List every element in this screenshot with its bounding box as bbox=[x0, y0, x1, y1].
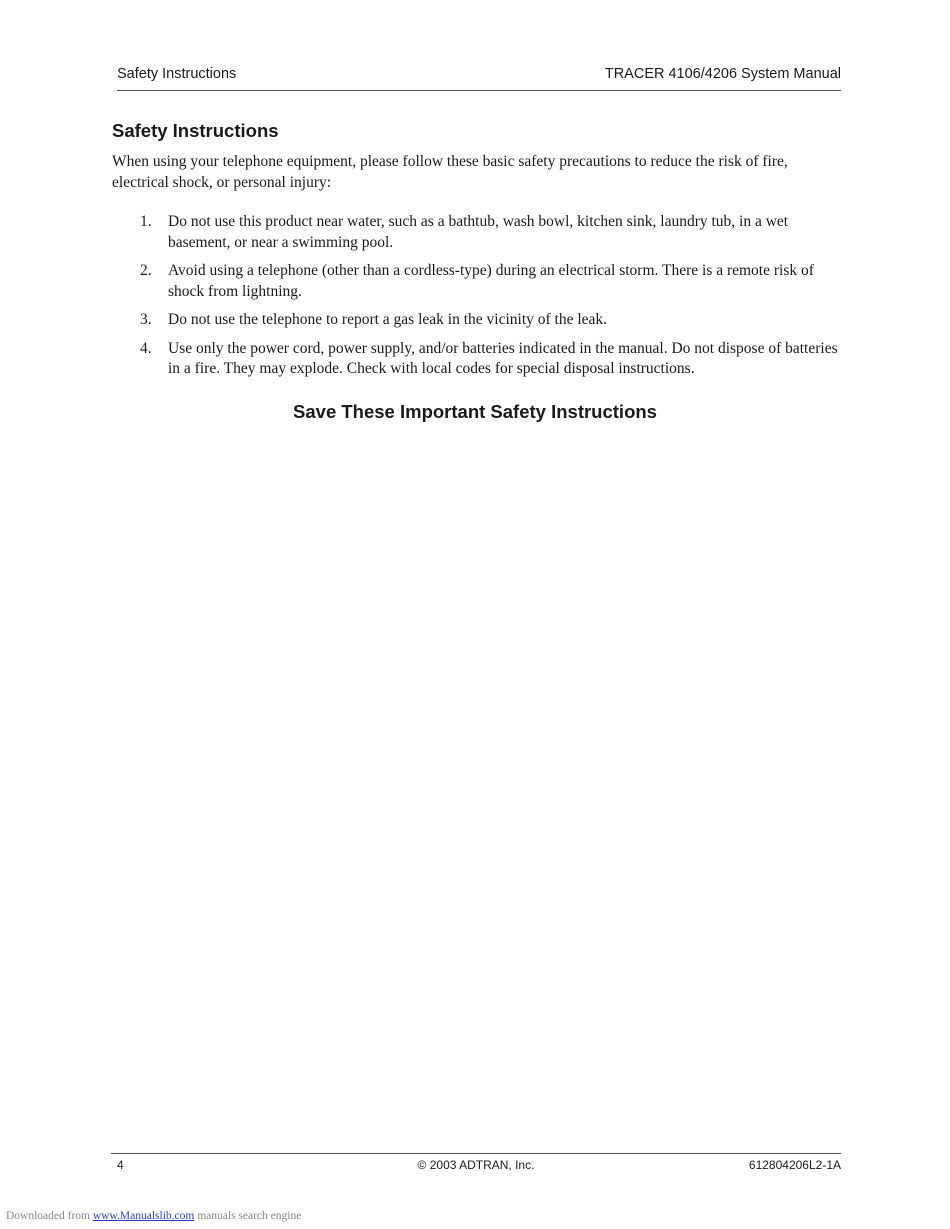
download-prefix: Downloaded from bbox=[6, 1210, 93, 1222]
page-footer bbox=[111, 1153, 841, 1174]
header-manual-title: TRACER 4106/4206 System Manual bbox=[604, 66, 841, 82]
download-notice bbox=[6, 1210, 301, 1222]
intro-paragraph: When using your telephone equipment, please follow these basic safety precautions to reduce the risk of fire, electrical shock, or personal injury: bbox=[112, 153, 788, 191]
document-number: 612804206L2-1A bbox=[748, 1158, 841, 1172]
download-suffix: manuals search engine bbox=[194, 1210, 302, 1222]
list-item-text: Use only the power cord, power supply, and/or batteries indicated in the manual. Do not dispose of batteries in a fire. They may explode. Check with local codes for special disposal instructions. bbox=[168, 339, 838, 377]
safety-list bbox=[112, 212, 840, 388]
list-item-number: 4. bbox=[140, 339, 152, 357]
save-instructions-heading: Save These Important Safety Instructions bbox=[293, 401, 657, 422]
list-item bbox=[112, 261, 840, 302]
list-item-number: 3. bbox=[140, 311, 152, 328]
section-title: Safety Instructions bbox=[112, 120, 279, 141]
list-item-number: 1. bbox=[140, 213, 152, 230]
list-item-text: Avoid using a telephone (other than a cordless-type) during an electrical storm. There is a remote risk of shock from lightning. bbox=[168, 262, 814, 300]
list-item bbox=[112, 339, 840, 380]
list-item-number: 2. bbox=[140, 262, 152, 279]
list-item-text: Do not use this product near water, such as a bathtub, wash bowl, kitchen sink, laundry tub, in a wet basement, or near a swimming pool. bbox=[168, 213, 789, 251]
list-item bbox=[112, 212, 840, 253]
list-item bbox=[112, 310, 840, 331]
page-number: 4 bbox=[117, 1158, 124, 1172]
header-section-name: Safety Instructions bbox=[117, 66, 237, 82]
copyright-notice: © 2003 ADTRAN, Inc. bbox=[417, 1158, 535, 1172]
manualslib-link[interactable]: www.Manualslib.com bbox=[92, 1210, 195, 1222]
list-item-text: Do not use the telephone to report a gas leak in the vicinity of the leak. bbox=[168, 311, 608, 328]
page-header bbox=[117, 64, 841, 91]
